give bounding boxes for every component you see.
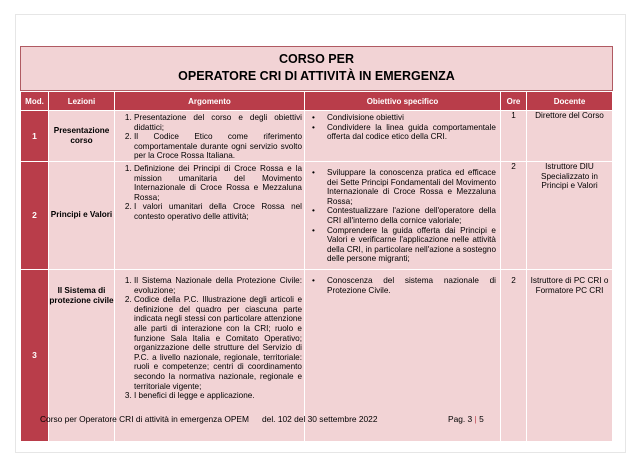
argomento-item: 2. Codice della P.C. Illustrazione degli articoli e definizione del quadro per ciascuna parte indicata negli stessi con particolare attenzione alle parti di interazione con la CRI; ruolo e funzione Sala Italia e Comitato Operativo; organizzazione delle strutture del Servizio di P.C. a livello nazionale, regionale, territoriale: ruoli e competenze; centri di coordinamento secondo la normativa nazionale, regionale e territoriale vigente; [134,295,302,391]
obiettivo-item: • Condividere la linea guida comportamentale offerta dal codice etico della CRI. [327,123,496,142]
header-obiettivo: Obiettivo specifico [305,92,501,111]
argomento-item: 1. Presentazione del corso e degli obiettivi didattici; [134,113,302,132]
title-line-2: OPERATORE CRI DI ATTIVITÀ IN EMERGENZA [178,69,455,83]
header-mod: Mod. [21,92,49,111]
docente-value: Istruttore DIU Specializzato in Principi e Valori [527,161,613,269]
table-header-row [21,92,613,111]
ore-value: 2 [501,161,527,269]
footer-page-separator: | [474,414,477,424]
table-row [21,161,613,269]
obiettivo-item: • Comprendere la guida offerta dai Principi e Valori e verificarne l'applicazione nelle attività della CRI, in particolare nell'azione a sostegno delle persone migranti; [327,226,496,264]
argomento-item: 3. I benefici di legge e applicazione. [134,391,302,401]
ore-value: 2 [501,269,527,441]
footer-page-number [448,414,484,424]
argomento-item: 2. Il Codice Etico come riferimento comportamentale durante ogni servizio svolto per la Croce Rossa Italiana. [134,132,302,161]
lesson-title: Principi e Valori [49,161,115,269]
obiettivo-item: • Contestualizzare l'azione dell'operatore della CRI all'interno della cornice valoriale; [327,206,496,225]
title-line-1: CORSO PER [278,52,354,66]
obiettivo-item: • Condivisione obiettivi [327,113,496,123]
header-ore: Ore [501,92,527,111]
footer-course-name: Corso per Operatore CRI di attività in emergenza OPEM [40,414,249,424]
argomento-cell [115,161,305,269]
obiettivo-item: • Sviluppare la conoscenza pratica ed efficace dei Sette Principi Fondamentali del Movimento Internazionale di Croce Rossa e Mezzaluna Rossa; [327,168,496,206]
module-number: 3 [21,269,49,441]
document-title [20,46,613,91]
course-table [20,91,613,442]
footer-page-prefix: Pag. 3 [448,414,473,424]
obiettivo-item: • Conoscenza del sistema nazionale di Protezione Civile. [327,276,496,295]
ore-value: 1 [501,111,527,162]
header-argomento: Argomento [115,92,305,111]
argomento-item: 1. Definizione dei Principi di Croce Rossa e la mission umanitaria del Movimento Internazionale di Croce Rossa e Mezzaluna Rossa; [134,164,302,202]
argomento-item: 1. Il Sistema Nazionale della Protezione Civile: evoluzione; [134,276,302,295]
module-number: 2 [21,161,49,269]
obiettivo-cell [305,161,501,269]
docente-value: Direttore del Corso [527,111,613,162]
footer-page-total: 5 [479,414,484,424]
lesson-title: Presentazione corso [49,111,115,162]
header-lezioni: Lezioni [49,92,115,111]
footer-resolution: del. 102 del 30 settembre 2022 [262,414,378,424]
argomento-item: 2. I valori umanitari della Croce Rossa nel contesto operativo delle attività; [134,202,302,221]
argomento-cell [115,111,305,162]
obiettivo-cell [305,111,501,162]
module-number: 1 [21,111,49,162]
docente-value: Istruttore di PC CRI o Formatore PC CRI [527,269,613,441]
lesson-title: Il Sistema di protezione civile [49,269,115,441]
table-row [21,111,613,162]
header-docente: Docente [527,92,613,111]
